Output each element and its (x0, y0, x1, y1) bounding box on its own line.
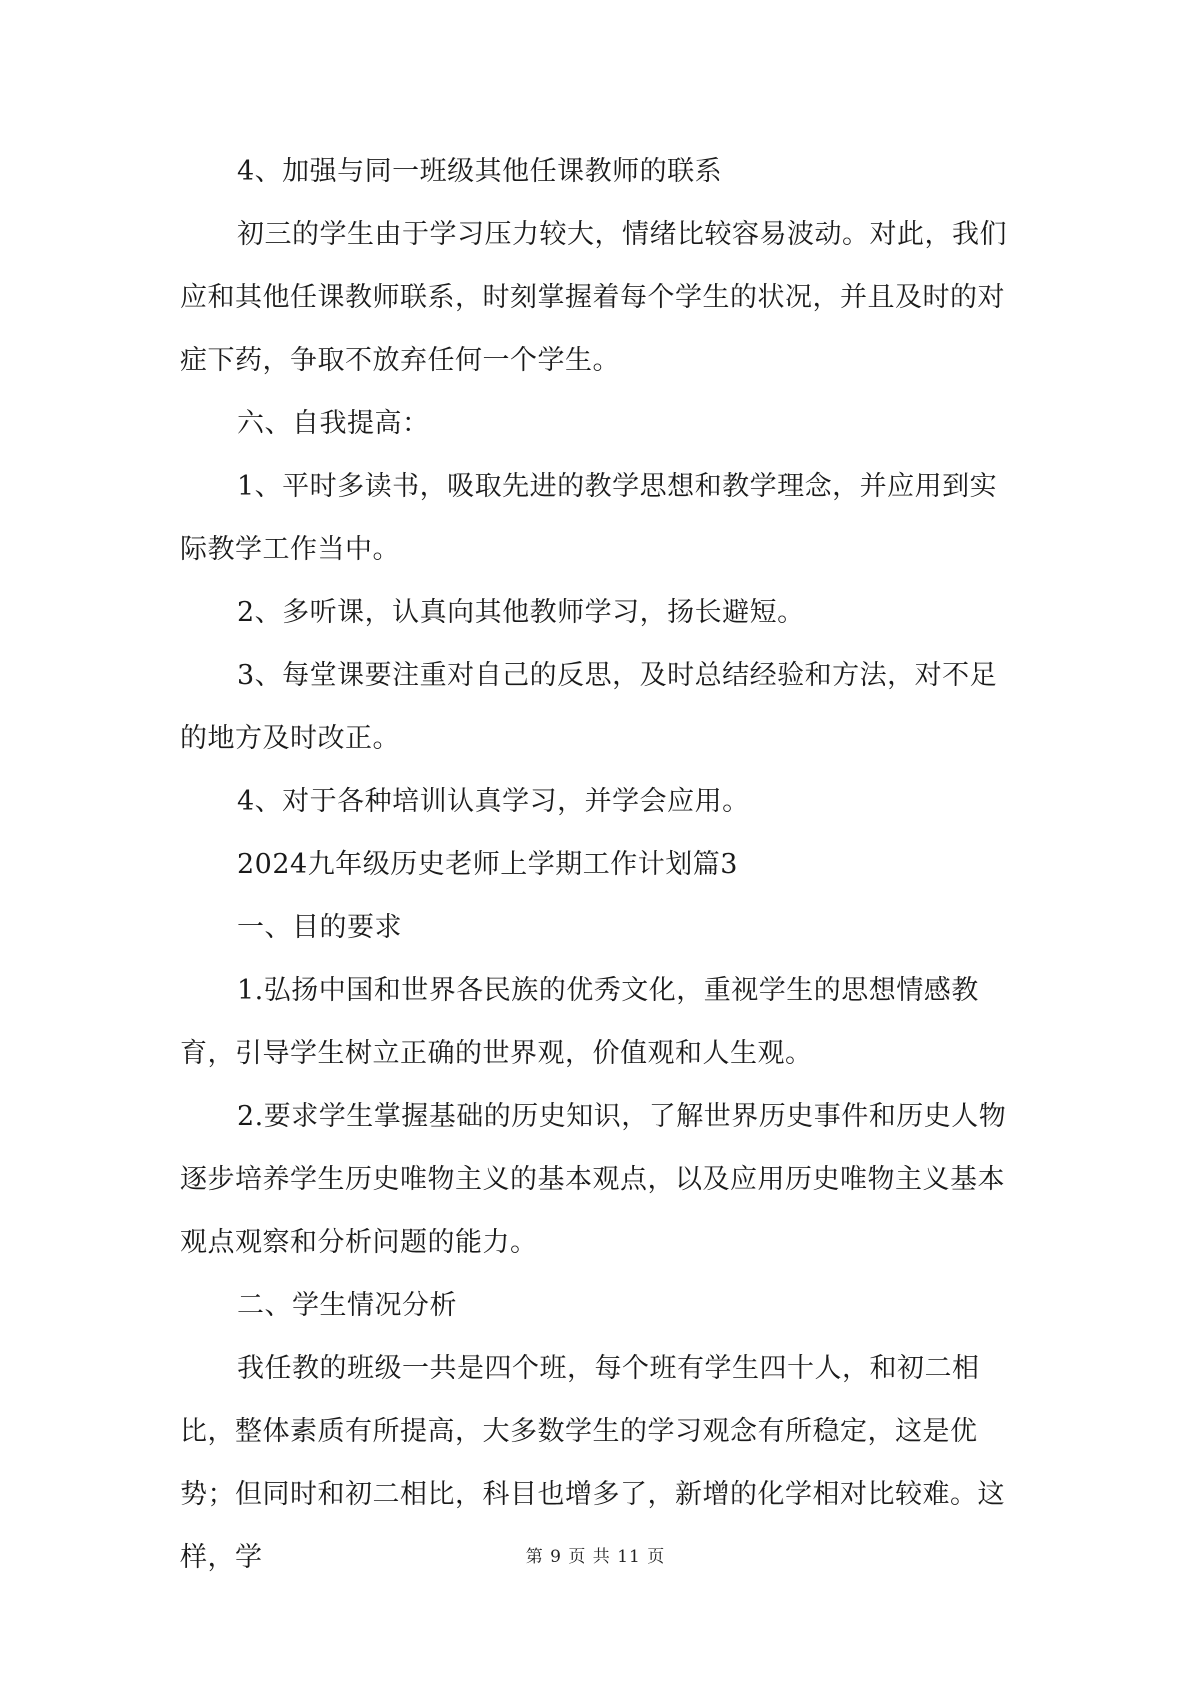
section-heading: 二、学生情况分析 (237, 1290, 457, 1321)
paragraph: 3、每堂课要注重对自己的反思，及时总结经验和方法，对不足的地方及时改正。 (180, 660, 998, 754)
page-number-footer: 第 9 页 共 11 页 (525, 1547, 666, 1567)
paragraph: 初三的学生由于学习压力较大，情绪比较容易波动。对此，我们应和其他任课教师联系，时刻掌握着每个学生的状况，并且及时的对症下药，争取不放弃任何一个学生。 (180, 219, 1007, 376)
paragraph: 4、对于各种培训认真学习，并学会应用。 (237, 786, 750, 817)
article-title: 2024九年级历史老师上学期工作计划篇3 (237, 849, 738, 880)
section-heading: 六、自我提高： (237, 408, 430, 439)
paragraph: 2.要求学生掌握基础的历史知识，了解世界历史事件和历史人物逐步培养学生历史唯物主义的基本观点，以及应用历史唯物主义基本观点观察和分析问题的能力。 (180, 1101, 1007, 1258)
paragraph: 2、多听课，认真向其他教师学习，扬长避短。 (237, 597, 805, 628)
paragraph: 1.弘扬中国和世界各民族的优秀文化，重视学生的思想情感教育，引导学生树立正确的世界观，价值观和人生观。 (180, 975, 979, 1069)
paragraph: 1、平时多读书，吸取先进的教学思想和教学理念，并应用到实际教学工作当中。 (180, 471, 998, 565)
paragraph: 4、加强与同一班级其他任课教师的联系 (237, 156, 723, 187)
document-body (180, 140, 1018, 1589)
paragraph: 我任教的班级一共是四个班，每个班有学生四十人，和初二相比，整体素质有所提高，大多数学生的学习观念有所稳定，这是优势；但同时和初二相比，科目也增多了，新增的化学相对比较难。这样，学 (180, 1353, 1005, 1573)
section-heading: 一、目的要求 (237, 912, 402, 943)
